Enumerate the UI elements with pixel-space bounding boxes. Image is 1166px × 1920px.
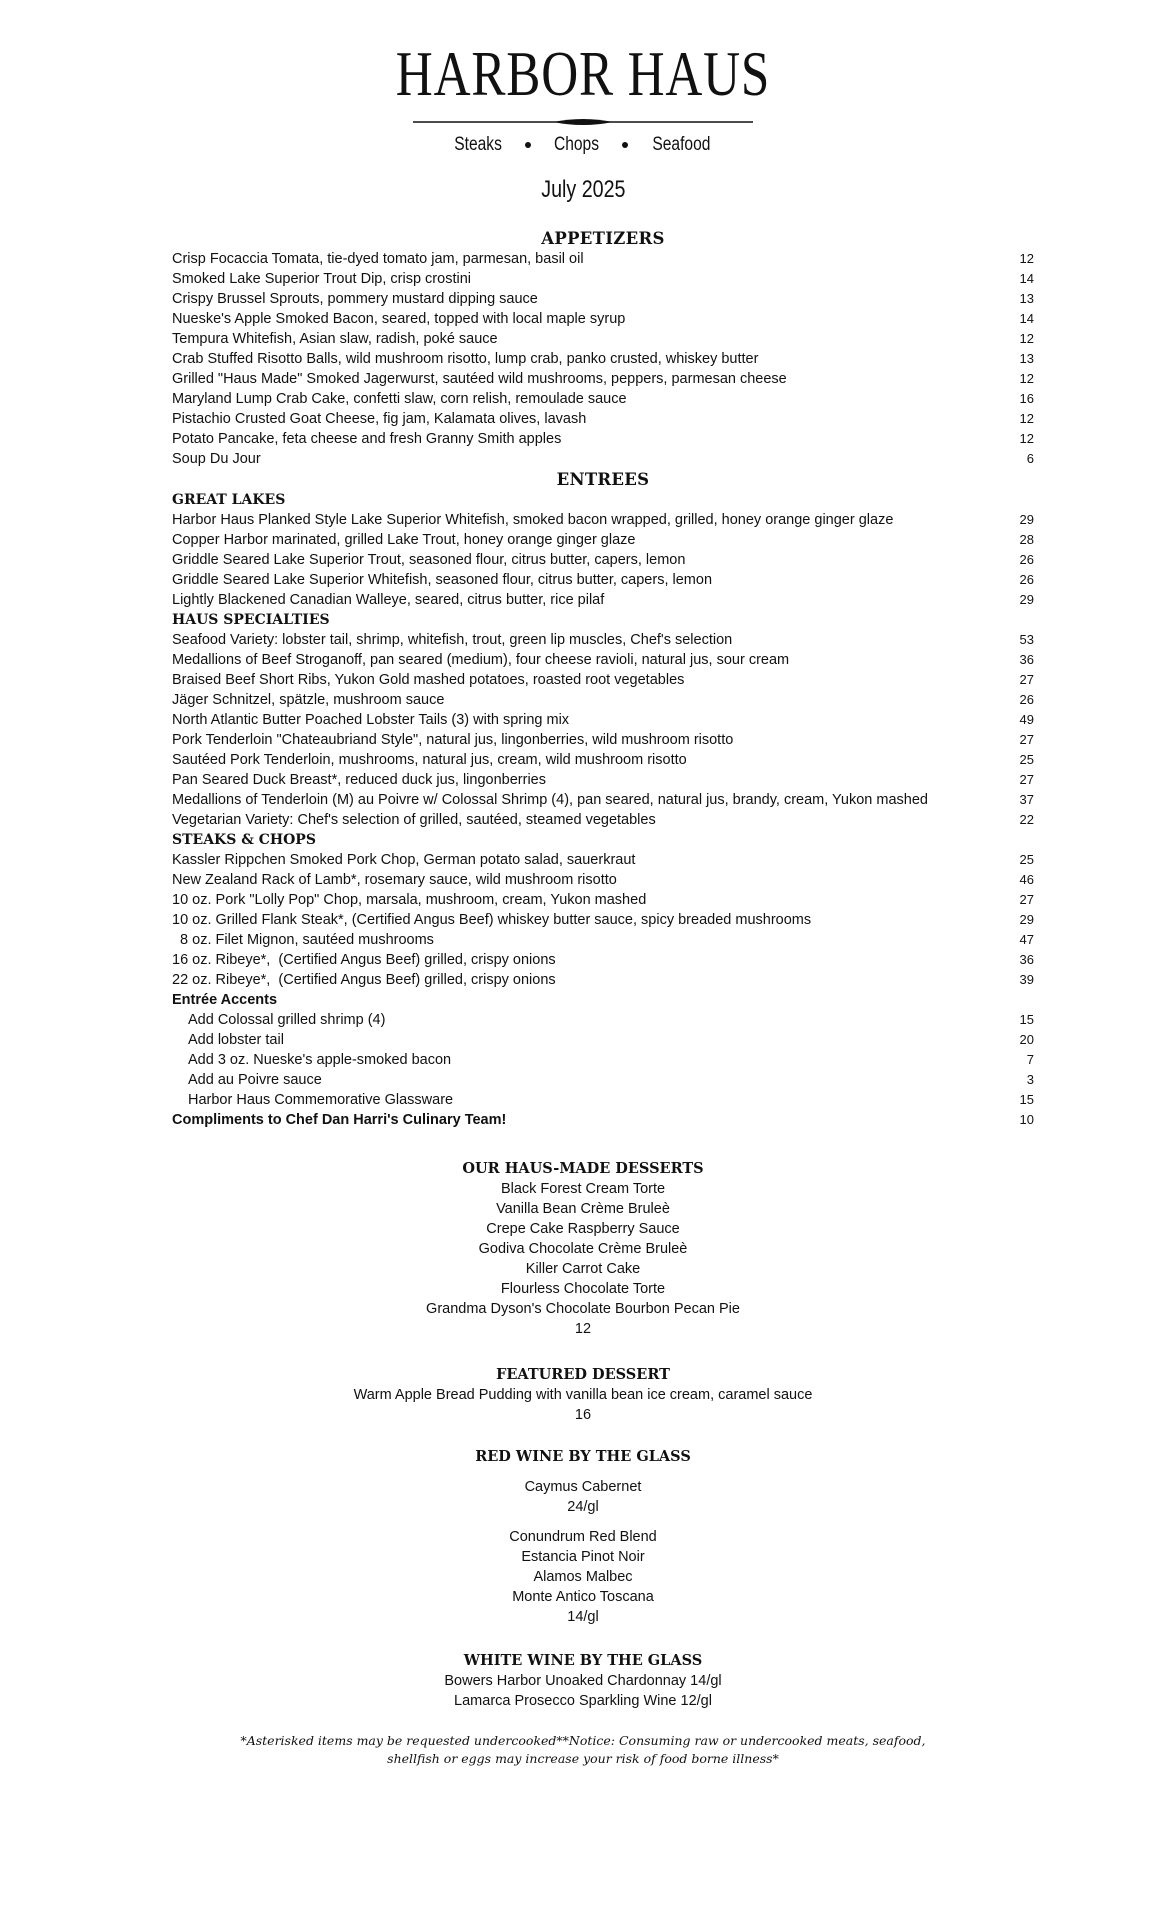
compliments-item: Compliments to Chef Dan Harri's Culinary Team! 10	[172, 1112, 1034, 1128]
menu-item: Jäger Schnitzel, spätzle, mushroom sauce 26	[172, 692, 1034, 708]
wine-item: Caymus Cabernet	[524, 1479, 642, 1495]
menu-item: North Atlantic Butter Poached Lobster Tails (3) with spring mix 49	[172, 712, 1034, 728]
menu-item: Copper Harbor marinated, grilled Lake Trout, honey orange ginger glaze 28	[172, 532, 1034, 548]
menu-item: New Zealand Rack of Lamb*, rosemary sauce, wild mushroom risotto 46	[172, 872, 1034, 888]
menu-date: July 2025	[540, 176, 626, 203]
red-wine-heading: RED WINE BY THE GLASS	[475, 1448, 691, 1465]
entrees-heading: ENTREES	[556, 470, 650, 489]
menu-item: Medallions of Tenderloin (M) au Poivre w/ Colossal Shrimp (4), pan seared, natural jus, brandy, cream, Yukon mashed 37	[172, 792, 1034, 808]
dessert-item: Killer Carrot Cake	[525, 1261, 641, 1277]
wine-item: Monte Antico Toscana	[512, 1589, 654, 1605]
menu-item: Grilled "Haus Made" Smoked Jagerwurst, sautéed wild mushrooms, peppers, parmesan cheese 12	[172, 371, 1034, 387]
wine-item: Alamos Malbec	[533, 1569, 633, 1585]
menu-item: Braised Beef Short Ribs, Yukon Gold mashed potatoes, roasted root vegetables 27	[172, 672, 1034, 688]
menu-item: Harbor Haus Planked Style Lake Superior Whitefish, smoked bacon wrapped, grilled, honey orange ginger glaze 29	[172, 512, 1034, 528]
great-lakes-list	[172, 510, 1034, 610]
food-safety-notice	[0, 1732, 1166, 1768]
menu-item: Medallions of Beef Stroganoff, pan seared (medium), four cheese ravioli, natural jus, sour cream 36	[172, 652, 1034, 668]
red-wine-section	[0, 1446, 1166, 1627]
menu-item: Seafood Variety: lobster tail, shrimp, whitefish, trout, green lip muscles, Chef's selection 53	[172, 632, 1034, 648]
appetizers-heading: APPETIZERS	[541, 229, 665, 248]
bullet-dot-icon	[525, 142, 531, 148]
entree-accents-heading: Entrée Accents	[172, 992, 278, 1008]
menu-item: Nueske's Apple Smoked Bacon, seared, topped with local maple syrup 14	[172, 311, 1034, 327]
notice-line: shellfish or eggs may increase your risk of food borne illness*	[387, 1751, 779, 1766]
white-wine-heading: WHITE WINE BY THE GLASS	[463, 1652, 703, 1669]
menu-item: Pork Tenderloin "Chateaubriand Style", natural jus, lingonberries, wild mushroom risotto 27	[172, 732, 1034, 748]
dessert-item: Godiva Chocolate Crème Bruleè	[478, 1241, 688, 1257]
dessert-item: Grandma Dyson's Chocolate Bourbon Pecan Pie	[426, 1301, 740, 1317]
menu-item: Add lobster tail 20	[188, 1032, 1034, 1048]
bullet-dot-icon	[622, 142, 628, 148]
menu-item: 10 oz. Pork "Lolly Pop" Chop, marsala, mushroom, cream, Yukon mashed 27	[172, 892, 1034, 908]
menu-item: Lightly Blackened Canadian Walleye, seared, citrus butter, rice pilaf 29	[172, 592, 1034, 608]
wine-item: Conundrum Red Blend	[509, 1529, 657, 1545]
wine-price: 24/gl	[567, 1499, 599, 1515]
menu-header	[0, 38, 1166, 156]
wine-item: Estancia Pinot Noir	[521, 1549, 645, 1565]
menu-item: Pan Seared Duck Breast*, reduced duck jus, lingonberries 27	[172, 772, 1034, 788]
menu-item: 22 oz. Ribeye*, (Certified Angus Beef) grilled, crispy onions 39	[172, 972, 1034, 988]
menu-item: Crab Stuffed Risotto Balls, wild mushroom risotto, lump crab, panko crusted, whiskey butter 13	[172, 351, 1034, 367]
featured-dessert-price: 16	[574, 1407, 592, 1423]
menu-item: 16 oz. Ribeye*, (Certified Angus Beef) grilled, crispy onions 36	[172, 952, 1034, 968]
menu-item: Vegetarian Variety: Chef's selection of grilled, sautéed, steamed vegetables 22	[172, 812, 1034, 828]
dessert-item: Crepe Cake Raspberry Sauce	[486, 1221, 680, 1237]
menu-item: Griddle Seared Lake Superior Trout, seasoned flour, citrus butter, capers, lemon 26	[172, 552, 1034, 568]
desserts-heading: OUR HAUS-MADE DESSERTS	[462, 1160, 704, 1177]
desserts-section	[0, 1158, 1166, 1339]
menu-item: Sautéed Pork Tenderloin, mushrooms, natural jus, cream, wild mushroom risotto 25	[172, 752, 1034, 768]
menu-item: Add 3 oz. Nueske's apple-smoked bacon 7	[188, 1052, 1034, 1068]
white-wine-section	[0, 1650, 1166, 1711]
menu-item: Crispy Brussel Sprouts, pommery mustard dipping sauce 13	[172, 291, 1034, 307]
wine-price: 14/gl	[567, 1609, 599, 1625]
menu-item: Tempura Whitefish, Asian slaw, radish, poké sauce 12	[172, 331, 1034, 347]
menu-item: Potato Pancake, feta cheese and fresh Granny Smith apples 12	[172, 431, 1034, 447]
tagline	[0, 134, 1166, 156]
menu-item: Add Colossal grilled shrimp (4) 15	[188, 1012, 1034, 1028]
notice-line: *Asterisked items may be requested undercooked**Notice: Consuming raw or undercooked meats, seafood,	[240, 1733, 926, 1748]
menu-item: Smoked Lake Superior Trout Dip, crisp crostini 14	[172, 271, 1034, 287]
haus-specialties-list	[172, 630, 1034, 830]
menu-item: Harbor Haus Commemorative Glassware 15	[188, 1092, 1034, 1108]
menu-list	[172, 228, 1034, 1130]
great-lakes-heading: GREAT LAKES	[172, 492, 286, 508]
divider-flourish-icon	[413, 116, 753, 128]
ornamental-divider	[0, 116, 1166, 128]
menu-item: Griddle Seared Lake Superior Whitefish, seasoned flour, citrus butter, capers, lemon 26	[172, 572, 1034, 588]
dessert-item: Vanilla Bean Crème Bruleè	[496, 1201, 670, 1217]
restaurant-name: HARBOR HAUS	[395, 38, 771, 109]
featured-dessert-heading: FEATURED DESSERT	[496, 1366, 670, 1383]
featured-dessert-section	[0, 1364, 1166, 1425]
featured-dessert-item: Warm Apple Bread Pudding with vanilla bean ice cream, caramel sauce	[353, 1387, 813, 1403]
haus-specialties-heading: HAUS SPECIALTIES	[172, 612, 330, 628]
tagline-chops: Chops	[554, 134, 600, 155]
menu-item: Add au Poivre sauce 3	[188, 1072, 1034, 1088]
menu-item: 8 oz. Filet Mignon, sautéed mushrooms 47	[172, 932, 1034, 948]
menu-item: Crisp Focaccia Tomata, tie-dyed tomato jam, parmesan, basil oil 12	[172, 251, 1034, 267]
steaks-chops-heading: STEAKS & CHOPS	[172, 832, 316, 848]
menu-item: Maryland Lump Crab Cake, confetti slaw, corn relish, remoulade sauce 16	[172, 391, 1034, 407]
dessert-item: Flourless Chocolate Torte	[500, 1281, 666, 1297]
dessert-price: 12	[574, 1321, 592, 1337]
tagline-seafood: Seafood	[652, 134, 711, 155]
entree-accents-list	[172, 1010, 1034, 1110]
wine-item: Bowers Harbor Unoaked Chardonnay 14/gl	[444, 1673, 722, 1689]
wine-item: Lamarca Prosecco Sparkling Wine 12/gl	[454, 1693, 712, 1709]
menu-item: Pistachio Crusted Goat Cheese, fig jam, Kalamata olives, lavash 12	[172, 411, 1034, 427]
menu-item: Soup Du Jour 6	[172, 451, 1034, 467]
dessert-item: Black Forest Cream Torte	[500, 1181, 666, 1197]
tagline-steaks: Steaks	[454, 134, 502, 155]
menu-item: 10 oz. Grilled Flank Steak*, (Certified Angus Beef) whiskey butter sauce, spicy breaded mushrooms 29	[172, 912, 1034, 928]
appetizers-list	[172, 249, 1034, 469]
menu-item: Kassler Rippchen Smoked Pork Chop, German potato salad, sauerkraut 25	[172, 852, 1034, 868]
steaks-chops-list	[172, 850, 1034, 990]
